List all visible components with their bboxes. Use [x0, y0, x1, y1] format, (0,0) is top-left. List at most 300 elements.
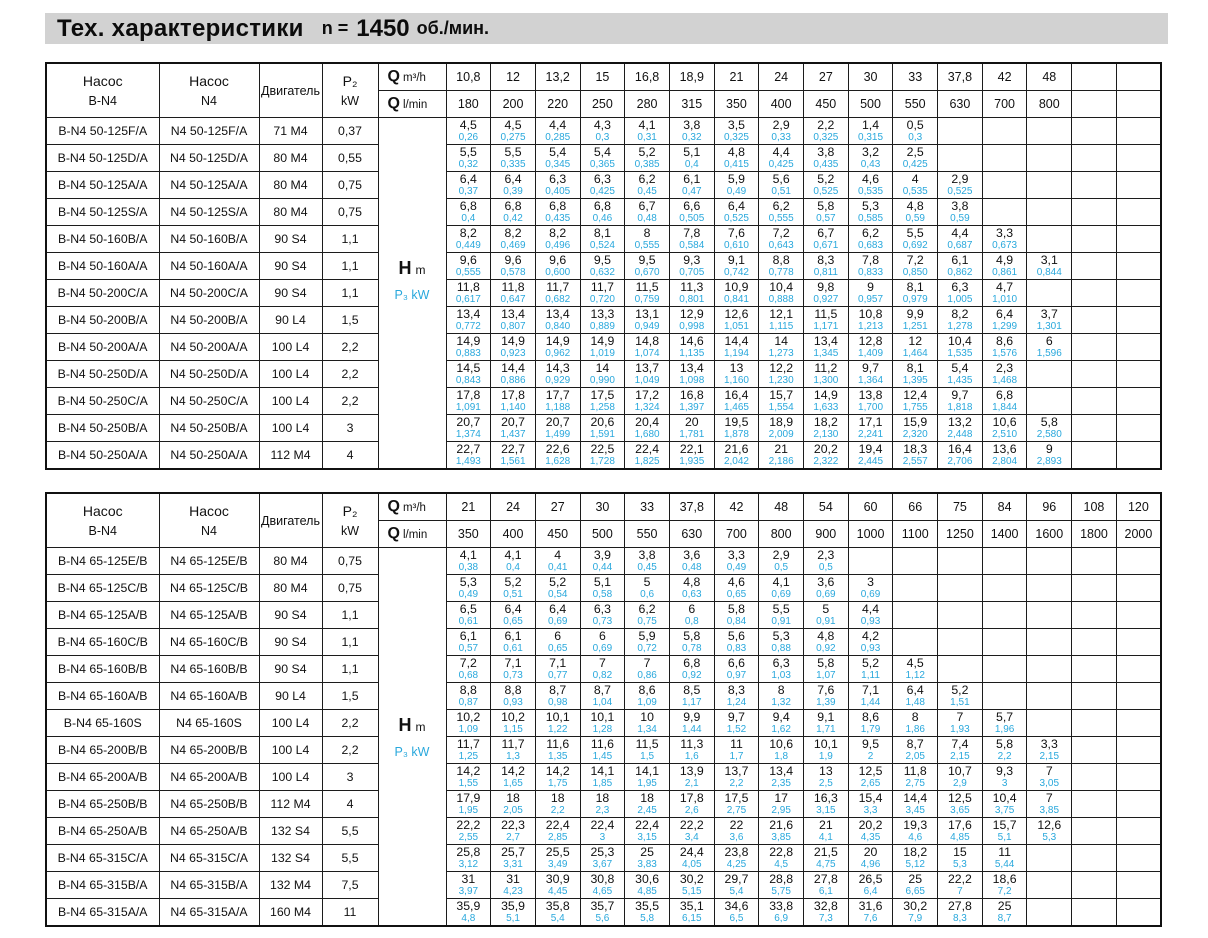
spec-cell: [491, 145, 536, 172]
head-value: 5,4: [593, 145, 611, 159]
head-value: 13,8: [858, 388, 883, 402]
spec-cell: [714, 199, 759, 226]
head-value: 4,4: [951, 226, 969, 240]
spec-cell: [848, 818, 893, 845]
pump-name-n4: N4 65-160A/B: [159, 683, 259, 710]
power-value: 3,65: [950, 804, 970, 816]
spec-cell: [669, 172, 714, 199]
head-value: 35,9: [501, 899, 525, 913]
power-value: 7,2: [997, 885, 1012, 897]
units-label-block: [379, 715, 446, 759]
head-value: 6,4: [996, 307, 1014, 321]
spec-cell: [1027, 253, 1072, 280]
spec-cell: [535, 575, 580, 602]
head-value: 6,5: [459, 602, 477, 616]
power-value: 4,35: [860, 831, 881, 843]
spec-cell: [491, 683, 536, 710]
flow-m3h-value: 30: [580, 493, 625, 521]
head-value: 11: [998, 845, 1011, 859]
head-value: 11,2: [814, 361, 838, 375]
flow-lmin-value: 550: [625, 521, 670, 548]
power-value: 0,801: [679, 293, 705, 305]
power-value: 0,38: [458, 561, 479, 573]
flow-lmin-value: 450: [804, 91, 849, 118]
power-value: 0,524: [589, 239, 615, 251]
power-value: 0,97: [726, 669, 747, 681]
spec-cell: [669, 818, 714, 845]
q-m3h-label: [378, 63, 446, 91]
pump-name-n4: N4 65-125A/B: [159, 602, 259, 629]
spec-cell: [848, 710, 893, 737]
spec-cell: [1072, 845, 1117, 872]
power-value: 1,755: [902, 401, 928, 413]
pump-name-bn4: B-N4 50-200C/A: [46, 280, 159, 307]
head-value: 9,7: [951, 388, 969, 402]
h-unit: m: [415, 263, 426, 277]
spec-cell: [491, 172, 536, 199]
spec-cell: [446, 629, 491, 656]
spec-cell: [848, 575, 893, 602]
power-value: 2,448: [947, 428, 973, 440]
head-value: 9,1: [817, 710, 835, 724]
pump-row: [46, 334, 1161, 361]
spec-cell: [625, 845, 670, 872]
pump-name-n4: N4 65-125E/B: [159, 548, 259, 575]
spec-cell: [446, 442, 491, 470]
head-value: 4,1: [638, 118, 656, 132]
power-value: 3,49: [547, 858, 568, 870]
head-value: 5,8: [817, 656, 835, 670]
spec-cell: [982, 710, 1027, 737]
power-value: 0,91: [771, 615, 791, 627]
head-value: 4,8: [817, 629, 835, 643]
head-value: 22,4: [590, 818, 615, 832]
head-value: 17: [774, 791, 788, 805]
spec-cell: [625, 118, 670, 145]
spec-cell: [669, 388, 714, 415]
power-value: 0,65: [726, 588, 747, 600]
power-value: 0,841: [723, 293, 749, 305]
head-value: 18: [640, 791, 654, 805]
head-value: 4,5: [459, 118, 477, 132]
flow-m3h-value: 96: [1027, 493, 1072, 521]
p2-value: 11: [322, 899, 378, 927]
power-value: 0,585: [858, 212, 884, 224]
power-value: 0,51: [771, 185, 791, 197]
pump-name-bn4: B-N4 65-160S: [46, 710, 159, 737]
head-value: 13,9: [679, 764, 704, 778]
flow-lmin-value: 280: [625, 91, 670, 118]
power-value: 0,889: [589, 320, 615, 332]
power-value: 3,83: [637, 858, 657, 870]
spec-cell: [1116, 548, 1161, 575]
flow-m3h-value: 21: [714, 63, 759, 91]
spec-cell: [759, 307, 804, 334]
power-value: 1,364: [858, 374, 884, 386]
head-value: 27,8: [947, 899, 972, 913]
head-value: 2,5: [906, 145, 924, 159]
power-value: 1,628: [545, 455, 571, 467]
power-value: 1,010: [992, 293, 1018, 305]
power-value: 2,95: [771, 804, 791, 816]
head-value: 22,4: [635, 818, 660, 832]
head-value: 5,4: [549, 145, 567, 159]
head-value: 6,3: [549, 172, 567, 186]
power-value: 1,091: [455, 401, 481, 413]
spec-cell: [804, 710, 849, 737]
power-value: 0,42: [503, 212, 523, 224]
spec-cell: [982, 388, 1027, 415]
head-value: 6: [554, 629, 562, 643]
p2-value: 0,75: [322, 199, 378, 226]
p2-value: 1,1: [322, 280, 378, 307]
head-value: 11,7: [590, 280, 614, 294]
spec-cell: [759, 764, 804, 791]
power-value: 0,578: [500, 266, 526, 278]
spec-cell: [535, 415, 580, 442]
power-value: 1,140: [500, 401, 526, 413]
power-value: 0,59: [950, 212, 970, 224]
spec-cell: [848, 442, 893, 470]
head-value: 5,5: [772, 602, 790, 616]
power-value: 0,39: [503, 185, 523, 197]
power-value: 1,680: [634, 428, 660, 440]
head-value: 8: [911, 710, 919, 724]
p2-value: 5,5: [322, 818, 378, 845]
spec-cell: [491, 442, 536, 470]
spec-cell: [714, 172, 759, 199]
head-value: 20,2: [858, 818, 883, 832]
head-value: 3,9: [593, 548, 611, 562]
power-value: 1,299: [992, 320, 1018, 332]
head-value: 8,7: [593, 683, 611, 697]
spec-cell: [1116, 307, 1161, 334]
head-value: 19,5: [724, 415, 749, 429]
power-value: 2,893: [1036, 455, 1062, 467]
head-value: 9,5: [861, 737, 880, 751]
spec-cell: [625, 442, 670, 470]
power-value: 1,051: [723, 320, 749, 332]
col-header-motor: [259, 63, 322, 118]
spec-cell: [491, 118, 536, 145]
power-value: 0,88: [771, 642, 791, 654]
power-value: 1,188: [545, 401, 571, 413]
spec-cell: [893, 899, 938, 927]
head-value: 22,2: [679, 818, 704, 832]
spec-cell: [1116, 118, 1161, 145]
spec-cell: [446, 764, 491, 791]
spec-cell: [580, 118, 625, 145]
spec-cell: [446, 388, 491, 415]
spec-cell: [804, 548, 849, 575]
spec-cell: [938, 334, 983, 361]
spec-cell: [1027, 307, 1072, 334]
head-value: 4,8: [683, 575, 701, 589]
power-value: 1,465: [723, 401, 749, 413]
head-value: 11,5: [635, 737, 659, 751]
head-value: 10,7: [947, 764, 972, 778]
spec-cell: [1072, 872, 1117, 899]
speed-value: 1450: [356, 14, 410, 42]
power-value: 0,75: [637, 615, 657, 627]
p2-value: 2,2: [322, 361, 378, 388]
pump-name-n4: N4 65-200A/B: [159, 764, 259, 791]
spec-cell: [491, 361, 536, 388]
head-value: 22: [729, 818, 744, 832]
power-value: 0,929: [545, 374, 571, 386]
power-value: 0,37: [458, 185, 479, 197]
head-value: 10,1: [590, 710, 615, 724]
spec-cell: [759, 226, 804, 253]
power-value: 1,019: [589, 347, 615, 359]
head-value: 28,8: [769, 872, 794, 886]
spec-cell: [938, 253, 983, 280]
motor-size: 90 S4: [259, 253, 322, 280]
head-value: 5: [643, 575, 651, 589]
power-value: 1,160: [723, 374, 749, 386]
spec-cell: [1116, 334, 1161, 361]
spec-cell: [1072, 818, 1117, 845]
power-value: 0,692: [902, 239, 928, 251]
power-value: 5,3: [952, 858, 967, 870]
power-value: 0,83: [726, 642, 747, 654]
spec-cell: [982, 737, 1027, 764]
header-line: N4: [201, 524, 217, 538]
head-value: 10,2: [456, 710, 481, 724]
spec-cell: [625, 548, 670, 575]
pump-name-n4: N4 50-250A/A: [159, 442, 259, 470]
head-value: 10,4: [769, 280, 794, 294]
spec-cell: [938, 818, 983, 845]
power-value: 1,213: [858, 320, 884, 332]
q-symbol: Q: [387, 525, 400, 542]
power-value: 0,61: [458, 615, 479, 627]
head-value: 3,3: [1040, 737, 1058, 751]
power-value: 1,55: [458, 777, 479, 789]
head-value: 27,8: [813, 872, 838, 886]
power-value: 3,67: [592, 858, 613, 870]
power-value: 0,807: [500, 320, 526, 332]
pump-row: [46, 548, 1161, 575]
power-value: 2,15: [1039, 750, 1060, 762]
head-value: 6,2: [638, 602, 656, 616]
spec-cell: [491, 899, 536, 927]
head-value: 12,4: [903, 388, 928, 402]
power-value: 0,671: [813, 239, 839, 251]
spec-cell: [535, 656, 580, 683]
power-value: 0,998: [679, 320, 705, 332]
spec-cell: [848, 602, 893, 629]
head-value: 3,6: [817, 575, 835, 589]
spec-cell: [1116, 683, 1161, 710]
pump-row: [46, 307, 1161, 334]
pump-row: [46, 710, 1161, 737]
q-unit: l/min: [402, 529, 428, 541]
spec-cell: [669, 575, 714, 602]
spec-cell: [938, 629, 983, 656]
power-value: 4,8: [461, 912, 476, 924]
spec-cell: [893, 145, 938, 172]
head-value: 4,6: [727, 575, 746, 589]
head-value: 7: [1045, 791, 1053, 805]
head-value: 5,3: [459, 575, 477, 589]
head-value: 11: [730, 737, 743, 751]
head-value: 4,3: [593, 118, 611, 132]
spec-cell: [938, 307, 983, 334]
spec-cell: [446, 899, 491, 927]
power-value: 5,12: [905, 858, 925, 870]
spec-cell: [938, 602, 983, 629]
spec-cell: [893, 226, 938, 253]
spec-cell: [759, 737, 804, 764]
spec-cell: [491, 575, 536, 602]
power-value: 1,71: [816, 723, 836, 735]
spec-cell: [759, 199, 804, 226]
pump-row: [46, 172, 1161, 199]
power-value: 3,85: [771, 831, 791, 843]
head-value: 15: [953, 845, 967, 859]
head-value: 9,3: [996, 764, 1014, 778]
head-value: 8,1: [593, 226, 611, 240]
head-value: 20,7: [456, 415, 481, 429]
head-value: 3,8: [817, 145, 835, 159]
q-unit: m³/h: [402, 502, 426, 514]
spec-cell: [535, 899, 580, 927]
spec-cell: [491, 845, 536, 872]
head-value: 6,2: [772, 199, 790, 213]
head-value: 13: [819, 764, 833, 778]
head-value: 5,3: [861, 199, 880, 213]
power-value: 1,48: [905, 696, 925, 708]
power-value: 0,888: [768, 293, 794, 305]
power-value: 1,03: [771, 669, 791, 681]
spec-cell: [1072, 145, 1117, 172]
head-value: 5,2: [951, 683, 969, 697]
motor-size: 132 S4: [259, 845, 322, 872]
speed-unit: об./мин.: [416, 18, 490, 38]
spec-cell: [491, 656, 536, 683]
head-value: 4,1: [772, 575, 790, 589]
spec-cell: [1116, 145, 1161, 172]
head-value: 3,6: [683, 548, 701, 562]
power-value: 0,449: [455, 239, 481, 251]
spec-cell: [759, 710, 804, 737]
spec-cell: [982, 442, 1027, 470]
head-value: 8,2: [549, 226, 567, 240]
power-value: 0,861: [992, 266, 1018, 278]
head-value: 18: [595, 791, 610, 805]
power-value: 0,92: [682, 669, 702, 681]
spec-cell: [446, 737, 491, 764]
power-value: 6,5: [729, 912, 744, 924]
power-value: 3,3: [863, 804, 878, 816]
pump-name-bn4: B-N4 65-125E/B: [46, 548, 159, 575]
power-value: 1,12: [905, 669, 925, 681]
power-value: 0,949: [634, 320, 660, 332]
power-value: 0,670: [634, 266, 660, 278]
head-value: 13,4: [456, 307, 481, 321]
head-value: 2,9: [772, 548, 790, 562]
spec-cell: [938, 118, 983, 145]
q-lmin-label: [378, 521, 446, 548]
pump-name-n4: N4 50-160A/A: [159, 253, 259, 280]
head-value: 17,5: [724, 791, 749, 805]
flow-m3h-value: [1072, 63, 1117, 91]
spec-cell: [714, 388, 759, 415]
pump-name-bn4: B-N4 65-160B/B: [46, 656, 159, 683]
head-value: 10,1: [545, 710, 570, 724]
spec-cell: [625, 764, 670, 791]
spec-cell: [893, 791, 938, 818]
pump-row: [46, 226, 1161, 253]
power-value: 2,85: [547, 831, 568, 843]
spec-cell: [535, 172, 580, 199]
head-value: 25,7: [501, 845, 525, 859]
spec-cell: [1116, 899, 1161, 927]
spec-cell: [1116, 791, 1161, 818]
p3-unit-label: P₃ kW: [394, 744, 430, 759]
power-value: 1,493: [455, 455, 481, 467]
spec-cell: [491, 307, 536, 334]
spec-cell: [848, 899, 893, 927]
spec-cell: [804, 872, 849, 899]
spec-cell: [759, 253, 804, 280]
spec-cell: [669, 145, 714, 172]
power-value: 0,833: [858, 266, 884, 278]
head-value: 10,1: [813, 737, 838, 751]
power-value: 2,2: [729, 777, 744, 789]
pump-name-n4: N4 50-250B/A: [159, 415, 259, 442]
flow-lmin-value: 350: [446, 521, 491, 548]
spec-cell: [1027, 818, 1072, 845]
flow-header-row-m3h: [46, 63, 1161, 91]
pump-name-bn4: B-N4 65-160A/B: [46, 683, 159, 710]
head-value: 8,8: [459, 683, 477, 697]
power-value: 1,437: [500, 428, 526, 440]
power-value: 3,15: [637, 831, 657, 843]
head-value: 9,7: [727, 710, 746, 724]
spec-cell: [580, 791, 625, 818]
power-value: 1,95: [458, 804, 479, 816]
spec-cell: [982, 280, 1027, 307]
power-value: 4,75: [816, 858, 836, 870]
spec-cell: [848, 629, 893, 656]
motor-size: 90 S4: [259, 656, 322, 683]
spec-cell: [804, 442, 849, 470]
head-value: 22,7: [456, 442, 481, 456]
spec-cell: [580, 899, 625, 927]
pump-name-n4: N4 65-315C/A: [159, 845, 259, 872]
head-value: 23,8: [724, 845, 749, 859]
power-value: 2,009: [768, 428, 794, 440]
head-value: 6,4: [504, 602, 522, 616]
power-value: 0,69: [816, 588, 836, 600]
power-value: 5,44: [994, 858, 1015, 870]
spec-cell: [982, 791, 1027, 818]
head-value: 10,4: [992, 791, 1017, 805]
power-value: 7,3: [818, 912, 833, 924]
head-value: 10,9: [724, 280, 749, 294]
power-value: 0,555: [455, 266, 481, 278]
spec-cell: [759, 172, 804, 199]
head-value: 14,2: [545, 764, 570, 778]
spec-cell: [848, 764, 893, 791]
spec-cell: [848, 307, 893, 334]
head-value: 20,2: [813, 442, 838, 456]
power-value: 1,5: [640, 750, 655, 762]
head-value: 6,7: [817, 226, 835, 240]
spec-cell: [759, 145, 804, 172]
